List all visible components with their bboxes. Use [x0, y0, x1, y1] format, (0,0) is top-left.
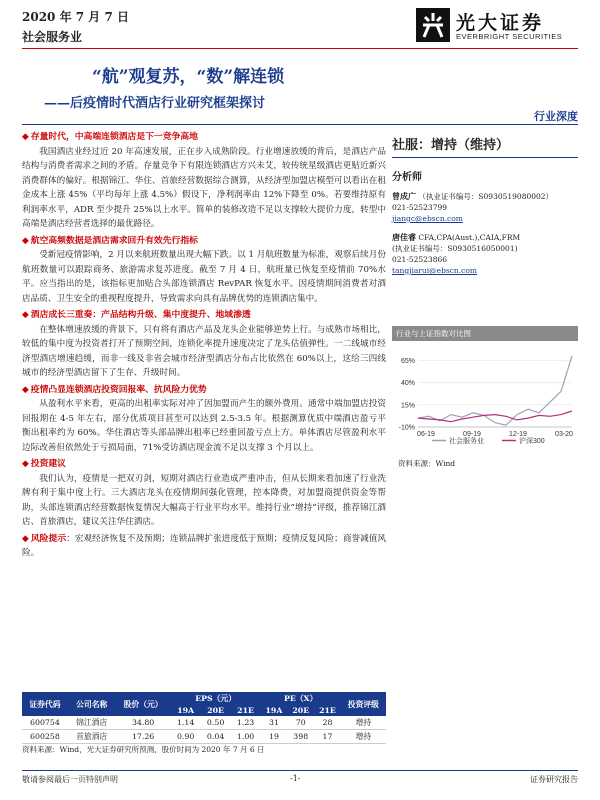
table-cell: 31 [261, 716, 288, 730]
x-tick-label: 06-19 [417, 431, 435, 438]
analyst-cert: (执业证书编号：S0930516050001) [392, 244, 518, 253]
chart-source: 资料来源：Wind [398, 459, 456, 468]
analyst-name: 唐佳睿 [392, 232, 416, 242]
y-tick-label: -10% [398, 424, 415, 432]
report-type-tag: 行业深度 [534, 110, 578, 123]
y-tick-label: 40% [400, 380, 415, 388]
table-cell: 首旅酒店 [68, 730, 116, 744]
table-cell: 600258 [22, 730, 68, 744]
x-tick-label: 09-19 [463, 431, 481, 438]
main-body [22, 128, 386, 561]
table-cell: 1.23 [231, 716, 261, 730]
analyst-card [392, 232, 578, 276]
table-header: PE（X） [261, 692, 341, 705]
page-number: -1- [290, 774, 301, 783]
section-heading: 投资建议 [30, 459, 66, 469]
table-cell: 锦江酒店 [68, 716, 116, 730]
table-source: 资料来源：Wind，光大证券研究所预测，股价时间为 2020 年 7 月 6 日 [22, 745, 265, 754]
table-cell: 28 [314, 716, 341, 730]
table-cell: 17.26 [116, 730, 171, 744]
analyst-phone: 021-52523799 [392, 203, 448, 212]
x-tick-label: 03-20 [555, 431, 573, 438]
risk-text: ：宏观经济恢复不及预期；连锁品牌扩张进度低于预期；疫情反复风险；商誉减值风险。 [22, 533, 386, 558]
analyst-card [392, 191, 578, 224]
y-tick-label: 65% [400, 357, 415, 365]
table-header: 股价（元） [116, 692, 171, 716]
table-cell: 34.80 [116, 716, 171, 730]
table-cell: 增持 [341, 730, 386, 744]
table-cell: 17 [314, 730, 341, 744]
table-subheader: 21E [231, 705, 261, 716]
table-cell: 70 [287, 716, 314, 730]
section-paragraph: 在整体增速放缓的背景下，只有将有酒店产品及龙头企业能够逆势上行。与成熟市场相比，较低的集中度为投资者打开了预期空间，连锁化率提升速度决定了龙头估值弹性。一二线城市经济型酒店增速趋缓，而非一线及非省会城市经济型酒店分布占比依然在 60%以上，这给三四线城市的经济型酒店留下了生存、升级时间。 [22, 324, 386, 378]
title-divider [22, 124, 578, 125]
table-header: 投资评级 [341, 692, 386, 716]
brand-logo [416, 6, 586, 46]
chart-title: 行业与上证指数对比图 [392, 326, 578, 341]
table-cell: 0.90 [171, 730, 201, 744]
table-subheader: 20E [201, 705, 231, 716]
section-heading: 风险提示 [30, 533, 67, 544]
diamond-icon: ◆ [22, 132, 29, 142]
footer-label: 证券研究报告 [530, 775, 578, 784]
brand-name-en: EVERBRIGHT SECURITIES [456, 32, 563, 41]
section [22, 130, 386, 232]
x-tick-label: 12-19 [509, 431, 527, 438]
report-subtitle: ——后疫情时代酒店行业研究框架探讨 [44, 96, 266, 111]
analyst-heading: 分析师 [392, 172, 422, 183]
diamond-icon: ◆ [22, 235, 29, 246]
brand-mark-icon [416, 8, 450, 42]
legend-label: 社会服务业 [449, 438, 484, 445]
valuation-table [22, 692, 386, 744]
section-paragraph: 从盈利水平来看，更高的出租率实际对冲了因加盟而产生的额外费用。通常中端加盟店投资回报期在 4-5 年左右，部分优质项目甚至可以达到 2.5-3.5 年。根据测算优质中端酒店盈亏平衡出租率约为 60%。华住酒店等头部品牌出租率已经重回盈亏点上方。单体酒店尽管盈利水平边际改善但依然处于亏损局面，71%受访酒店现金流不足以支撑 3 个月以上。 [22, 399, 386, 453]
report-title: “航”观复苏，“数”解连锁 [92, 67, 285, 87]
section [22, 383, 386, 456]
section-heading: 存量时代，中高端连锁酒店是下一竞争高地 [30, 132, 198, 142]
y-tick-label: 15% [400, 402, 415, 410]
table-subheader: 20E [287, 705, 314, 716]
table-header: 证券代码 [22, 692, 68, 716]
table-row [22, 730, 386, 744]
analyst-email[interactable]: tangjiarui@ebscn.com [392, 266, 477, 275]
table-row [22, 716, 386, 730]
analyst-info: CFA,CPA(Aust.),CAIA,FRM [418, 233, 521, 242]
legend-label: 沪深300 [519, 438, 545, 445]
sidebar [392, 128, 578, 276]
section-paragraph: 我们认为，疫情是一把双刃剑，短期对酒店行业造成严重冲击，但从长期来看加速了行业洗牌有利于集中度上行。三大酒店龙头在疫情期间强化管理，控本降费，对加盟商提供资金等帮助，头部连锁酒店经营数据恢复情况大幅高于行业平均水平。维持行业“增持”评级，推荐锦江酒店、首旅酒店，建议关注华住酒店。 [22, 473, 386, 527]
analyst-info: （执业证书编号：S0930519080002） [418, 192, 554, 201]
table-cell: 增持 [341, 716, 386, 730]
analyst-phone: 021-52523866 [392, 255, 448, 264]
table-cell: 19 [261, 730, 288, 744]
section [22, 532, 386, 561]
table-header: 公司名称 [68, 692, 116, 716]
table-cell: 1.00 [231, 730, 261, 744]
footer-disclaimer: 敬请参阅最后一页特别声明 [22, 775, 118, 784]
diamond-icon: ◆ [22, 533, 29, 544]
rating-label: 社服：增持（维持） [392, 134, 578, 158]
section-paragraph: 受新冠疫情影响，2 月以来航班数量出现大幅下跌。以 1 月航班数量为标准，观察后续月份航班数量可以跟踪商务、旅游需求复苏进度。截至 7 月 4 日，航班量已恢复至疫情前 70%水平。应当指出的是，该指标更加贴合头部连锁酒店 RevPAR 恢复水平。因疫情期间消费者对酒店品质、卫生安全的重视程度提升，导致需求向具有品牌优势的连锁酒店集中。 [22, 250, 386, 304]
table-cell: 0.50 [201, 716, 231, 730]
sector-label: 社会服务业 [22, 30, 83, 44]
section-paragraph: 我国酒店业经过近 20 年高速发展，正在步入成熟阶段。行业增速放缓的背后，是酒店产品结构与消费者需求之间的矛盾。存量竞争下有限连锁酒店方兴未艾，较传统星级酒店更贴近新兴消费群体的偏好。根据锦江、华住、首旅经营数据综合测算，从经济型加盟店模型可以看出在租金成本上涨 45%（平均每年上涨 4.5%）假设下，净利润率由 12%下降至 0%。若要维持原有利润率水平，ADR 至少提升 25%以上水平。简单的装修改造不足以支撑较大提价力度，转型中高端是酒店经营者选择的最优路径。 [22, 146, 386, 229]
analyst-email[interactable]: jiangc@ebscn.com [392, 214, 463, 223]
diamond-icon: ◆ [22, 459, 29, 469]
diamond-icon: ◆ [22, 310, 29, 320]
table-cell: 398 [287, 730, 314, 744]
footer-divider [22, 770, 578, 771]
table-subheader: 19A [261, 705, 288, 716]
table-cell: 600754 [22, 716, 68, 730]
diamond-icon: ◆ [22, 384, 29, 395]
section [22, 308, 386, 381]
table-cell: 0.04 [201, 730, 231, 744]
table-subheader: 19A [171, 705, 201, 716]
series-line [418, 411, 572, 422]
section-heading: 航空高频数据是酒店需求回升有效先行指标 [30, 235, 198, 246]
section [22, 457, 386, 530]
analyst-name: 曾成广 [392, 191, 416, 201]
section [22, 234, 386, 307]
report-date: 2020 年 7 月 7 日 [22, 10, 129, 24]
section-heading: 酒店成长三重奏：产品结构升级、集中度提升、地域渗透 [30, 310, 251, 320]
table-cell: 1.14 [171, 716, 201, 730]
comparison-chart [392, 326, 578, 445]
section-heading: 疫情凸显连锁酒店投资回报率、抗风险力优势 [30, 384, 207, 395]
table-subheader: 21E [314, 705, 341, 716]
chart-plot [392, 341, 578, 447]
table-header: EPS（元） [171, 692, 261, 705]
header-divider [22, 48, 578, 49]
brand-name: 光大证券 [456, 12, 545, 34]
